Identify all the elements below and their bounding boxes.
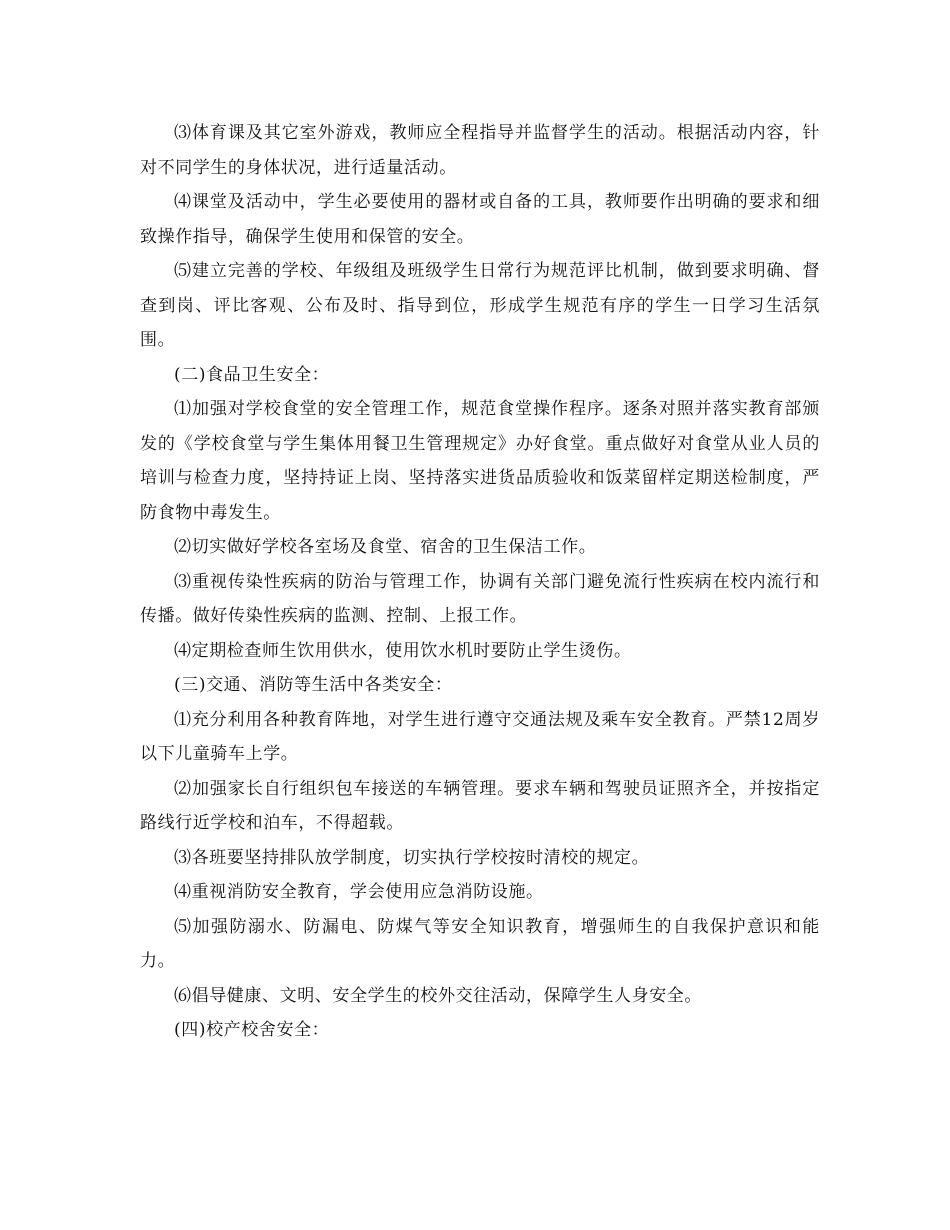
paragraph-drinking-water: ⑷定期检查师生饮用供水，使用饮水机时要防止学生烫伤。 — [174, 640, 632, 661]
section-heading-property-safety: (四)校产校舍安全： — [174, 1020, 330, 1040]
paragraph-off-campus-activities: ⑹倡导健康、文明、安全学生的校外交往活动，保障学生人身安全。 — [174, 985, 702, 1006]
paragraph-canteen-management: ⑴加强对学校食堂的安全管理工作，规范食堂操作程序。逐条对照并落实教育部颁发的《学校食堂与学生集体用餐卫生管理规定》办好食堂。重点做好对食堂从业人员的培训与检查力度，坚持持证上岗、坚持落实进货品质验收和饭菜留样定期送检制度，严防食物中毒发生。 — [140, 399, 820, 523]
paragraph-vehicle-management: ⑵加强家长自行组织包车接送的车辆管理。要求车辆和驾驶员证照齐全，并按指定路线行近学校和泊车，不得超载。 — [140, 778, 820, 833]
section-heading-food-safety: (二)食品卫生安全： — [174, 364, 330, 385]
paragraph-fire-safety: ⑷重视消防安全教育，学会使用应急消防设施。 — [174, 882, 544, 902]
paragraph-traffic-education: ⑴充分利用各种教育阵地，对学生进行遵守交通法规及乘车安全教育。严禁12周岁以下儿童骑车上学。 — [140, 709, 820, 764]
paragraph-behavior-evaluation: ⑸建立完善的学校、年级组及班级学生日常行为规范评比机制，做到要求明确、督查到岗、评比客观、公布及时、指导到位，形成学生规范有序的学生一日学习生活氛围。 — [140, 261, 820, 350]
paragraph-hygiene-cleaning: ⑵切实做好学校各室场及食堂、宿舍的卫生保洁工作。 — [174, 537, 597, 557]
paragraph-dismissal: ⑶各班要坚持排队放学制度，切实执行学校按时清校的规定。 — [174, 847, 650, 868]
paragraph-pe-class: ⑶体育课及其它室外游戏，教师应全程指导并监督学生的活动。根据活动内容，针对不同学生的身体状况，进行适量活动。 — [140, 123, 820, 178]
document-body — [140, 116, 820, 1048]
section-heading-traffic-fire-safety: (三)交通、消防等生活中各类安全： — [174, 675, 453, 695]
paragraph-equipment: ⑷课堂及活动中，学生必要使用的器材或自备的工具，教师要作出明确的要求和细致操作指导，确保学生使用和保管的安全。 — [140, 192, 820, 247]
paragraph-infectious-disease: ⑶重视传染性疾病的防治与管理工作，协调有关部门避免流行性疾病在校内流行和传播。做好传染性疾病的监测、控制、上报工作。 — [140, 571, 820, 626]
paragraph-drowning-prevention: ⑸加强防溺水、防漏电、防煤气等安全知识教育，增强师生的自我保护意识和能力。 — [140, 916, 820, 971]
